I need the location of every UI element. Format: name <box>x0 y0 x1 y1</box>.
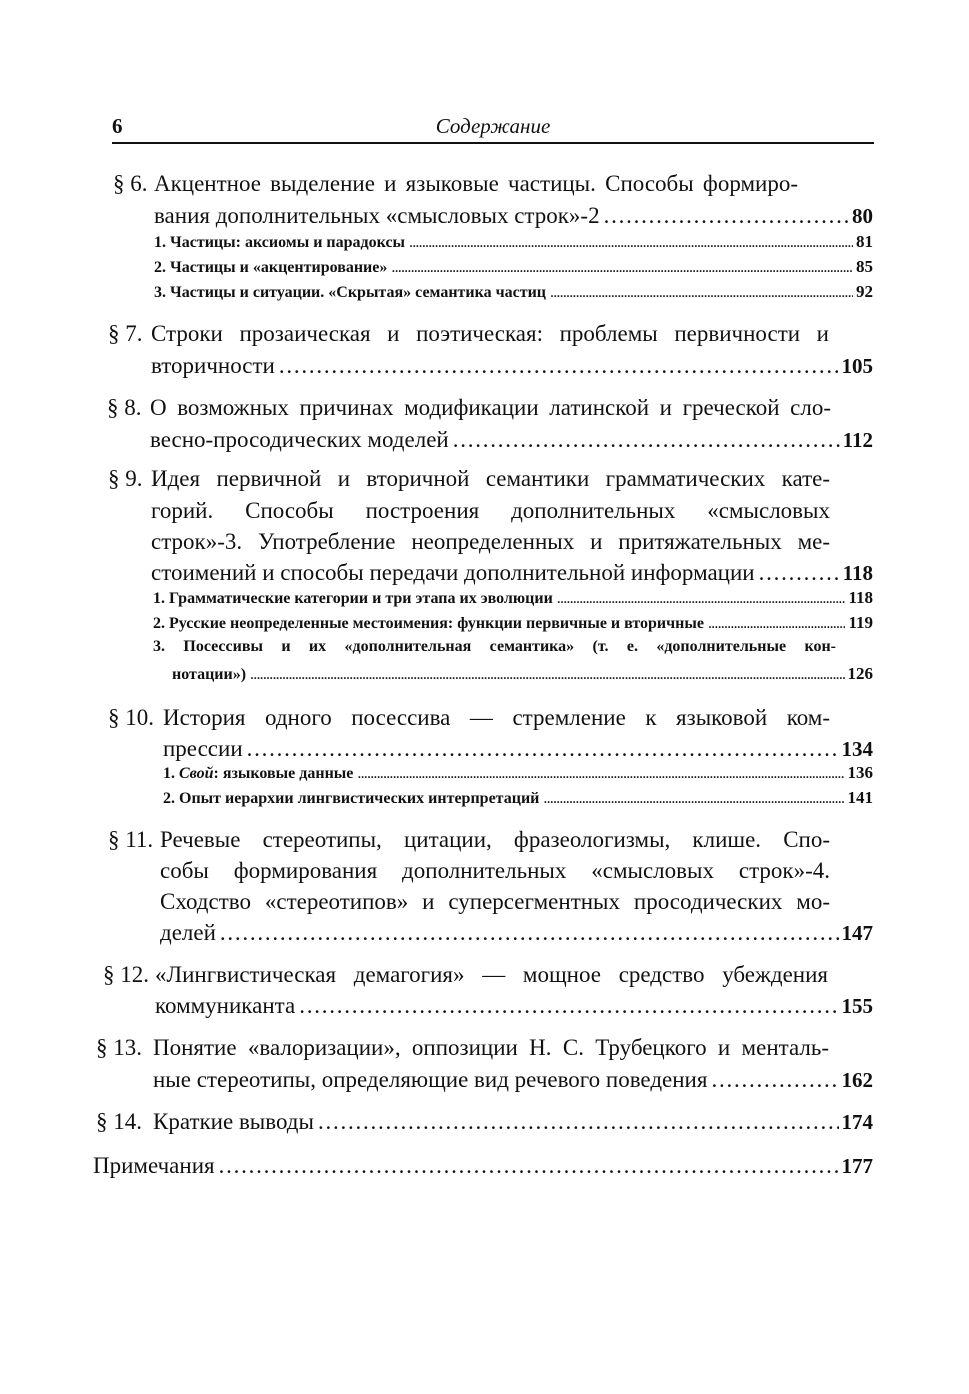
toc-page-number: 141 <box>847 788 873 807</box>
toc-subentry-text: : языковые данные <box>213 765 354 782</box>
toc-page-number: 136 <box>847 763 873 782</box>
dot-leader <box>250 666 844 684</box>
toc-page-number: 134 <box>841 737 873 761</box>
page-number: 6 <box>112 114 123 138</box>
dot-leader <box>299 993 838 1019</box>
section-mark: § 8. <box>107 395 142 420</box>
toc-entry-text: стоимений и способы передачи дополнительной информации <box>151 560 755 585</box>
toc-entry-text: ные стереотипы, определяющие вид речевого поведения <box>153 1067 708 1092</box>
toc-page-number: 126 <box>847 664 873 683</box>
section-mark: § 10. <box>108 705 154 730</box>
toc-subentry: 1. Грамматические категории и три этапа их эволюции . . . 118 <box>153 588 873 608</box>
toc-subentry-text: Частицы: аксиомы и парадоксы <box>170 234 406 251</box>
dot-leader <box>220 920 839 946</box>
toc-entry-text: коммуниканта <box>155 993 296 1018</box>
toc-entry-line-last <box>153 1109 873 1135</box>
toc-entry-text: весно-просодических моделей <box>150 427 449 452</box>
toc-entry-line-last <box>160 920 873 946</box>
toc-entry-line: «Лингвистическая демагогия» — мощное средство убеждения <box>155 962 828 987</box>
toc-subentry: 1. Частицы: аксиомы и парадоксы . . . 81 <box>154 232 873 252</box>
toc-entry-line-last <box>153 1067 873 1093</box>
toc-page-number: 177 <box>841 1154 873 1178</box>
dot-leader <box>247 736 839 762</box>
toc-subentry: 2. Частицы и «акцентирование» . . . 85 <box>154 257 873 277</box>
toc-entry-line-last <box>155 993 873 1019</box>
toc-page-number: 105 <box>841 354 873 378</box>
toc-subentry-line: 3. Посессивы и их «дополнительная семантика» (т. е. «дополнительные кон- <box>153 638 836 655</box>
section-mark: § 12. <box>103 962 149 987</box>
dot-leader <box>708 615 845 633</box>
toc-subentry-text: нотации») <box>172 666 247 683</box>
toc-entry-line-last <box>151 560 873 586</box>
toc-subentry-text: Посессивы и их «дополнительная семантика» (т. е. «дополнительные кон- <box>183 638 836 655</box>
toc-entry-line: строк»-3. Употребление неопределенных и притяжательных ме- <box>151 529 830 554</box>
toc-subentry-text: Опыт иерархии лингвистических интерпретаций <box>179 790 540 807</box>
toc-entry-text: делей <box>160 920 216 945</box>
dot-leader <box>279 353 839 379</box>
dot-leader <box>711 1067 838 1093</box>
dot-leader <box>759 560 840 586</box>
toc-entry-text: Краткие выводы <box>153 1109 314 1134</box>
toc-page-number: 81 <box>856 232 873 251</box>
toc-subentry-text: Частицы и ситуации. «Скрытая» семантика частиц <box>170 284 547 301</box>
dot-leader <box>604 203 849 229</box>
toc-page-number: 80 <box>852 204 873 228</box>
toc-page-number: 112 <box>842 428 873 452</box>
section-mark: § 7. <box>108 321 143 346</box>
toc-entry-line: собы формирования дополнительных «смысловых строк»-4. <box>160 858 830 883</box>
toc-subentry: 2. Опыт иерархии лингвистических интерпретаций . . . 141 <box>163 788 873 808</box>
dot-leader <box>219 1153 839 1179</box>
toc-page-number: 85 <box>856 257 873 276</box>
section-mark: § 11. <box>108 827 154 852</box>
toc-entry-line-last <box>163 736 873 762</box>
toc-entry-line: Сходство «стереотипов» и суперсегментных просодических мо- <box>160 889 830 914</box>
dot-leader <box>543 790 844 808</box>
toc-entry-line: Речевые стереотипы, цитации, фразеологизмы, клише. Спо- <box>160 827 830 852</box>
section-mark: § 6. <box>113 171 148 196</box>
toc-entry-text: прессии <box>163 736 243 761</box>
toc-entry-line: Акцентное выделение и языковые частицы. Способы формиро- <box>154 171 798 196</box>
toc-page-number: 118 <box>848 588 873 607</box>
toc-entry-line: горий. Способы построения дополнительных «смысловых <box>151 498 830 523</box>
dot-leader <box>550 284 853 302</box>
toc-subentry: 3. Частицы и ситуации. «Скрытая» семантика частиц . . . 92 <box>154 282 873 302</box>
toc-page-number: 118 <box>842 561 873 585</box>
toc-page-number: 119 <box>848 613 873 632</box>
toc-page-number: 162 <box>841 1068 873 1092</box>
toc-entry-text: вторичности <box>151 353 275 378</box>
toc-notes-entry <box>93 1153 873 1179</box>
toc-page-number: 92 <box>856 282 873 301</box>
toc-subentry: 2. Русские неопределенные местоимения: функции первичные и вторичные . . . 119 <box>153 613 873 633</box>
toc-entry-line-last <box>154 203 873 229</box>
toc-subentry-text: Грамматические категории и три этапа их эволюции <box>169 590 553 607</box>
dot-leader <box>357 765 844 783</box>
toc-entry-line: Понятие «валоризации», оппозиции Н. С. Трубецкого и менталь- <box>153 1035 829 1060</box>
toc-subentry <box>172 664 873 684</box>
page-title: Содержание <box>435 114 551 138</box>
section-mark: § 14. <box>96 1109 142 1134</box>
toc-entry-line-last <box>150 427 873 453</box>
running-header <box>112 110 874 144</box>
toc-subentry-text: Частицы и «акцентирование» <box>170 259 388 276</box>
toc-entry-line: Строки прозаическая и поэтическая: проблемы первичности и <box>151 321 829 346</box>
toc-subentry-italic: Свой <box>179 765 214 782</box>
toc-entry-line: Идея первичной и вторичной семантики грамматических кате- <box>151 466 830 491</box>
section-mark: § 13. <box>96 1035 142 1060</box>
section-mark: § 9. <box>108 466 143 491</box>
toc-entry-line-last <box>151 353 873 379</box>
dot-leader <box>391 259 853 277</box>
toc-page-number: 174 <box>841 1110 873 1134</box>
dot-leader <box>318 1109 839 1135</box>
toc-entry-line: О возможных причинах модификации латинской и греческой сло- <box>150 395 831 420</box>
toc-subentry: 1. Свой: языковые данные . . . 136 <box>163 763 873 783</box>
toc-page-number: 155 <box>841 994 873 1018</box>
dot-leader <box>453 427 840 453</box>
toc-entry-text: вания дополнительных «смысловых строк»-2 <box>154 203 600 228</box>
toc-entry-line: История одного посессива — стремление к языковой ком- <box>163 705 830 730</box>
toc-subentry-text: Русские неопределенные местоимения: функции первичные и вторичные <box>169 615 704 632</box>
toc-entry-text: Примечания <box>93 1153 215 1178</box>
dot-leader <box>409 234 853 252</box>
dot-leader <box>557 590 846 608</box>
toc-page-number: 147 <box>841 921 873 945</box>
